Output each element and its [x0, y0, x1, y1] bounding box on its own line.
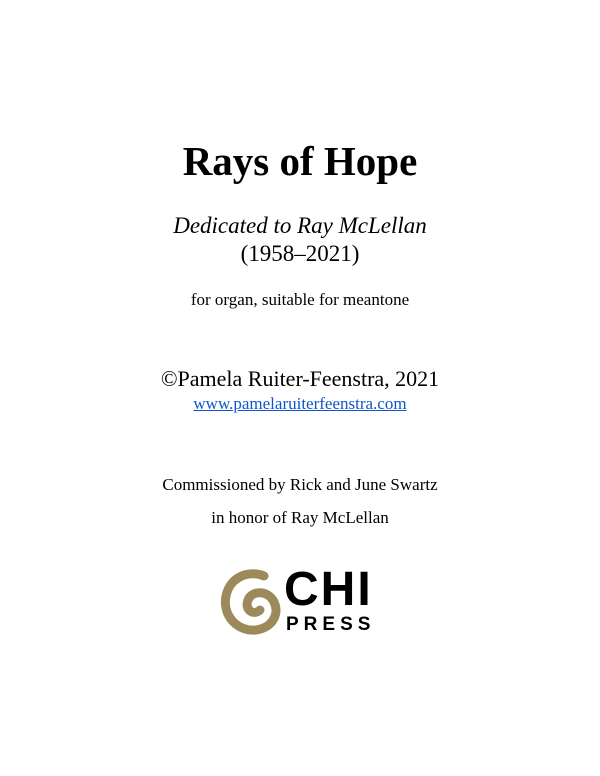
dedication-years: (1958–2021) — [240, 241, 360, 266]
piece-title: Rays of Hope — [182, 138, 418, 184]
dedication-line: Dedicated to Ray McLellan — [173, 213, 427, 238]
copyright-notice: ©Pamela Ruiter-Feenstra, 2021 — [160, 366, 440, 391]
publisher-logo — [200, 563, 400, 646]
commission-line: Commissioned by Rick and June Swartz — [162, 475, 438, 494]
spiral-icon — [220, 568, 282, 636]
honor-line: in honor of Ray McLellan — [211, 508, 389, 527]
logo-sub-text: PRESS — [286, 614, 376, 635]
website-link[interactable]: www.pamelaruiterfeenstra.com — [193, 394, 407, 413]
logo-brand-text: CHI — [284, 563, 373, 616]
website-line — [0, 393, 600, 415]
instrumentation: for organ, suitable for meantone — [190, 290, 410, 309]
